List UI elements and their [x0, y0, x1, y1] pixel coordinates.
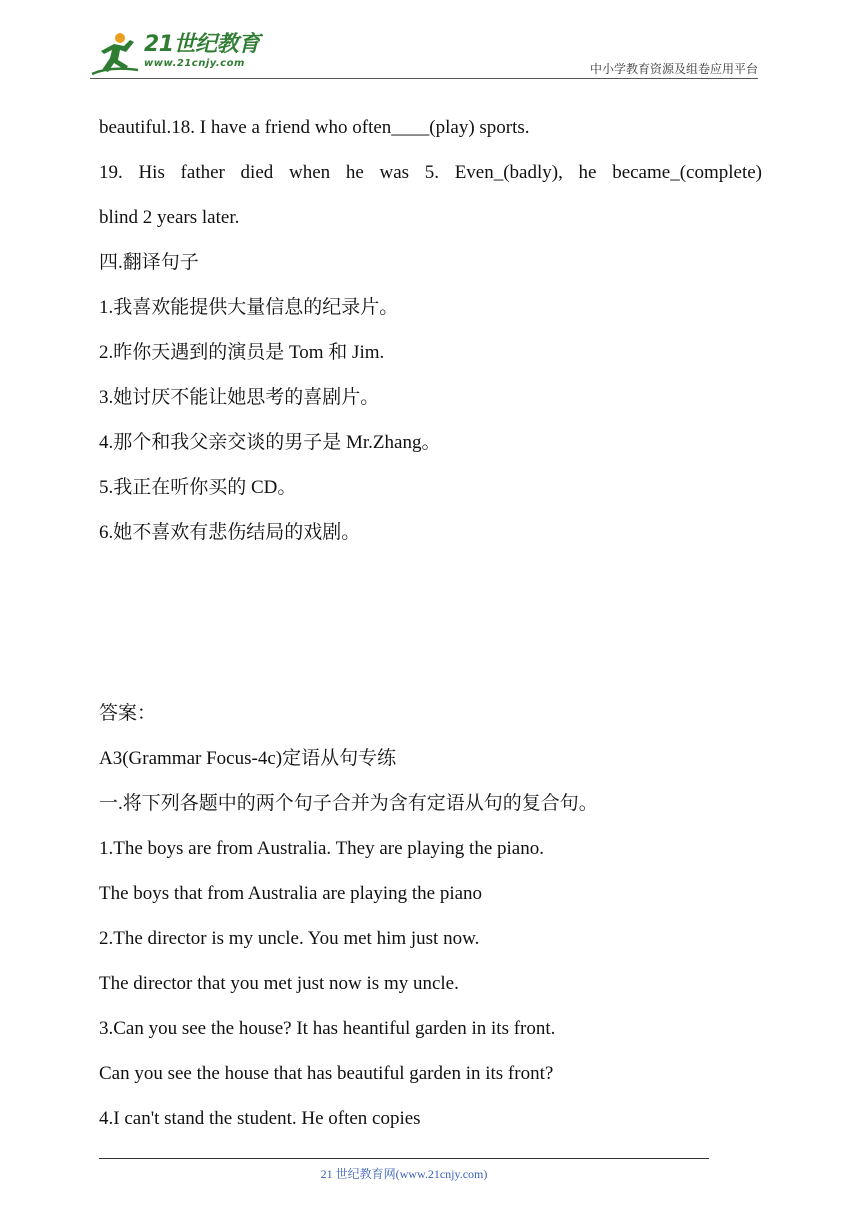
question-item: 3.她讨厌不能让她思考的喜剧片。 [99, 387, 380, 408]
document-body [99, 105, 762, 1141]
text-line: 19. His father died when he was 5. Even_(badly), he became_(complete) [99, 162, 762, 183]
text-line: blind 2 years later. [99, 207, 240, 228]
answers-title: A3(Grammar Focus-4c)定语从句专练 [99, 748, 397, 769]
answers-instruction: 一.将下列各题中的两个句子合并为含有定语从句的复合句。 [99, 793, 598, 814]
footer-link[interactable]: 21 世纪教育网(www.21cnjy.com) [320, 1167, 488, 1181]
answer-question: 1.The boys are from Australia. They are playing the piano. [99, 838, 544, 859]
answer-text: The director that you met just now is my uncle. [99, 973, 459, 994]
answers-heading: 答案： [99, 703, 157, 724]
question-item: 4.那个和我父亲交谈的男子是 Mr.Zhang。 [99, 432, 441, 453]
answer-question: 4.I can't stand the student. He often copies [99, 1108, 421, 1129]
header-platform-text: 中小学教育资源及组卷应用平台 [589, 62, 758, 76]
question-item: 5.我正在听你买的 CD。 [99, 477, 297, 498]
question-item: 6.她不喜欢有悲伤结局的戏剧。 [99, 522, 361, 543]
header-divider [90, 78, 758, 79]
runner-icon [90, 30, 142, 78]
question-item: 2.昨你天遇到的演员是 Tom 和 Jim. [99, 342, 385, 363]
section-heading: 四.翻译句子 [99, 252, 199, 273]
answer-question: 2.The director is my uncle. You met him just now. [99, 928, 480, 949]
question-item: 1.我喜欢能提供大量信息的纪录片。 [99, 297, 399, 318]
footer-divider [99, 1158, 709, 1159]
text-line: beautiful.18. I have a friend who often____(play) sports. [99, 117, 530, 138]
site-logo[interactable] [90, 30, 260, 78]
blank-space [99, 555, 762, 691]
logo-text: 21世纪教育 [144, 32, 260, 57]
logo-url: www.21cnjy.com [144, 58, 245, 69]
answer-text: Can you see the house that has beautiful garden in its front? [99, 1063, 554, 1084]
page-header [90, 30, 758, 80]
answer-text: The boys that from Australia are playing the piano [99, 883, 483, 904]
answer-question: 3.Can you see the house? It has heantiful garden in its front. [99, 1018, 556, 1039]
